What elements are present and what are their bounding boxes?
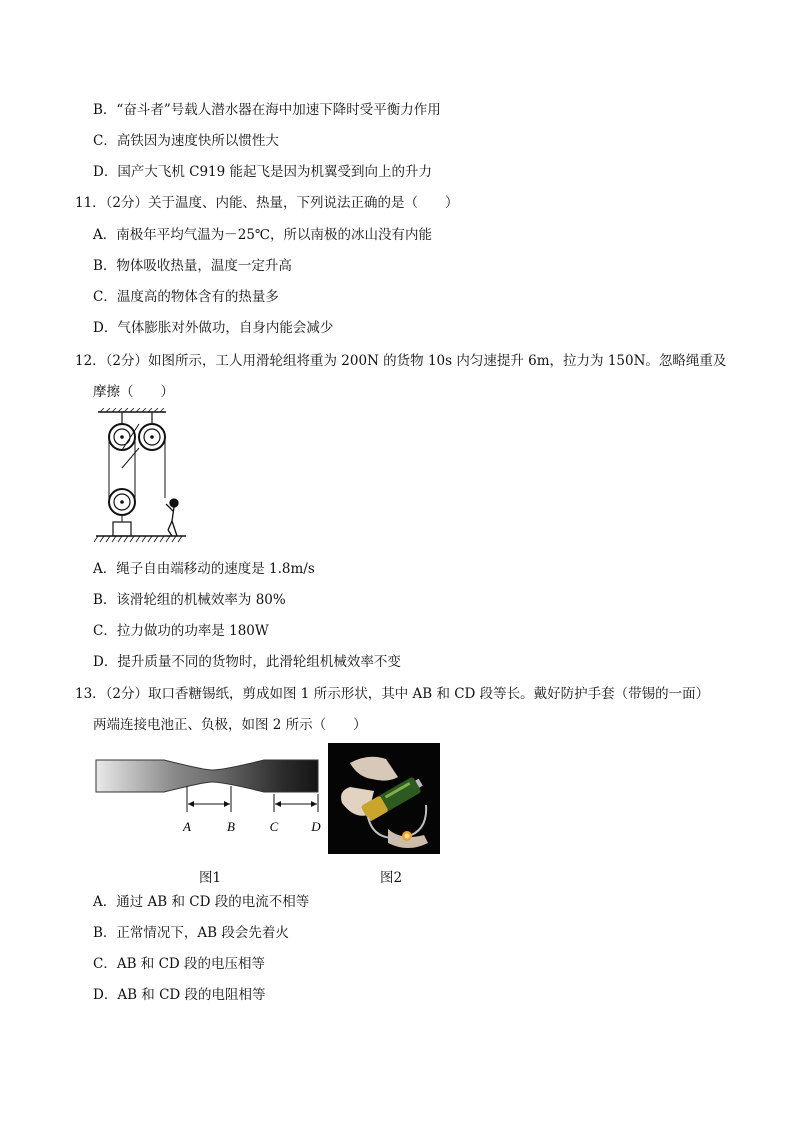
load-box: [113, 522, 131, 536]
q13-option-c: C．AB 和 CD 段的电压相等: [93, 956, 266, 972]
q11-stem: 11．（2分）关于温度、内能、热量，下列说法正确的是（ ）: [75, 195, 459, 211]
q12-stem-continued: 摩擦（ ）: [93, 384, 174, 400]
q12-option-c: C．拉力做功的功率是 180W: [93, 623, 269, 639]
q12-option-d: D．提升质量不同的货物时，此滑轮组机械效率不变: [93, 654, 401, 670]
battery-photo: [328, 743, 440, 854]
q12-stem: 12．（2分）如图所示，工人用滑轮组将重为 200N 的货物 10s 内匀速提升 6m，拉力为 150N。忽略绳重及: [75, 353, 727, 369]
q13-option-a: A．通过 AB 和 CD 段的电流不相等: [93, 894, 310, 910]
figure1-caption: 图1: [199, 870, 222, 886]
foil-strip-figure: [94, 756, 324, 838]
figure2-caption: 图2: [380, 870, 403, 886]
q10-option-c: C．高铁因为速度快所以惯性大: [93, 133, 279, 149]
q11-option-a: A．南极年平均气温为－25℃，所以南极的冰山没有内能: [93, 227, 433, 243]
pulley-figure: [92, 408, 188, 548]
q11-option-b: B．物体吸收热量，温度一定升高: [93, 258, 292, 274]
point-d-label: D: [311, 819, 321, 834]
q13-stem-continued: 两端连接电池正、负极，如图 2 所示（ ）: [93, 717, 367, 733]
q10-option-b: B．“奋斗者”号载人潜水器在海中加速下降时受平衡力作用: [93, 102, 441, 118]
q13-option-d: D．AB 和 CD 段的电阻相等: [93, 987, 266, 1003]
foil-strip: [96, 760, 318, 792]
q10-option-d: D．国产大飞机 C919 能起飞是因为机翼受到向上的升力: [93, 164, 433, 180]
q13-stem: 13．（2分）取口香糖锡纸，剪成如图 1 所示形状，其中 AB 和 CD 段等长。戴好防护手套（带锡的一面）: [75, 686, 710, 702]
q12-option-a: A．绳子自由端移动的速度是 1.8m/s: [93, 561, 315, 577]
q11-option-d: D．气体膨胀对外做功，自身内能会减少: [93, 320, 334, 336]
q11-option-c: C．温度高的物体含有的热量多: [93, 289, 279, 305]
q13-option-b: B．正常情况下，AB 段会先着火: [93, 925, 289, 941]
q12-option-b: B．该滑轮组的机械效率为 80%: [93, 592, 286, 608]
point-a-label: A: [183, 819, 191, 834]
worker-figure: [166, 499, 178, 536]
point-b-label: B: [227, 819, 235, 834]
point-c-label: C: [269, 819, 279, 834]
